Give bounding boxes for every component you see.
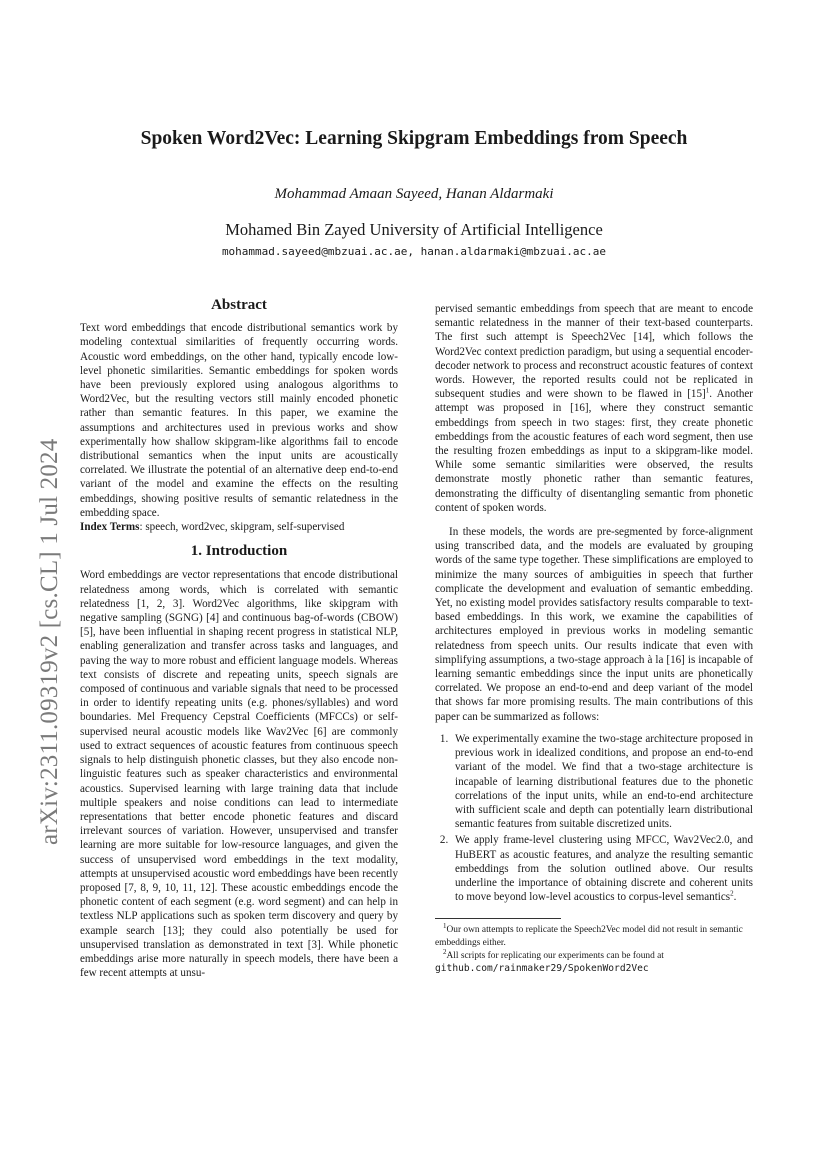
contribution-item-2-text: We apply frame-level clustering using MFCC, Wav2Vec2.0, and HuBERT as acoustic features, and analyze the resulting semantic embeddings from the solution outlined above. Our results underline the importance of obtaining discrete and coherent units to move beyond low-level acoustics to corpus-level semantics bbox=[455, 834, 753, 904]
footnote-2-text: All scripts for replicating our experiments can be found at bbox=[446, 951, 664, 962]
footnote-2-mark: 2 bbox=[730, 889, 734, 898]
footnote-2-number: 2 bbox=[443, 948, 447, 957]
footnote-rule bbox=[435, 918, 561, 919]
contribution-item-1: 1. We experimentally examine the two-stage architecture proposed in previous work in idealized conditions, and propose an end-to-end variant of the model. We find that a two-stage architecture is incapable of learning distributional features due to the phonetic correlations of the input units, while an end-to-end architecture with sufficient scale and depth can potentially learn distributional semantic features from suitable discretized units. bbox=[451, 732, 753, 831]
intro-paragraph-2: In these models, the words are pre-segmented by force-alignment using transcribed data, and the models are evaluated by grouping words of the same type together. These simplifications are employed to minimize the many sources of ambiguities in speech that further complicate the development and evaluation of semantic embedding. Yet, no existing model provides satisfactory results comparable to text-based embeddings. In this work, we examine the capabilities of architectures employed in previous works in modeling semantic relatedness from speech units. Our results indicate that even with simplifying assumptions, a two-stage approach à la [16] is incapable of learning semantic embeddings since the input units are phonetically correlated. We propose an end-to-end and deep variant of the model that shows far more promising results. The main contributions of this paper can be summarized as follows: bbox=[435, 526, 753, 723]
intro-paragraph-1-continued-a: pervised semantic embeddings from speech that are meant to encode semantic relatedness in the manner of their text-based counterparts. The first such attempt is Speech2Vec [14], which follows the Word2Vec context prediction paradigm, but using a sequential encoder-decoder network to process and reconstruct acoustic features of context words. However, the reported results could not be replicated in subsequent studies and were shown to be flawed in [15] bbox=[435, 303, 753, 401]
intro-paragraph-1: Word embeddings are vector representations that encode distributional relatedness among words, which is correlated with semantic relatedness [1, 2, 3]. Word2Vec algorithms, like skipgram with negative sampling (SGNG) [4] and continuous bag-of-words (CBOW) [5], have been influential in shaping recent progress in statistical NLP, enabling generalization and transfer across tasks and languages, and paving the way to more robust and efficient language models. Whereas text consists of discrete and repeating units, speech signals are composed of continuous and variable signals that need to be processed in order to identify repeating units (e.g. phones/syllables) and word boundaries. Mel Frequency Cepstral Coefficients (MFCCs) or self-supervised neural acoustic models like Wav2Vec [6] are commonly used to extract sequences of acoustic features from continuous speech signals to help distinguish phonetic classes, but they also encode non-linguistic features such as speaker characteristics and environmental acoustics. Supervised learning with large training data that include multiple speakers and noise conditions can lead to intermediate representations that better encode phonetic features and discard irrelevant sources of variation. However, unsupervised and transfer learning are more suitable for low-resource languages, and given the success of unsupervised word embeddings in the text modality, attempts at unsupervised acoustic word embeddings have been recently proposed [7, 8, 9, 10, 11, 12]. These acoustic embeddings encode the phonetic content of each segment (e.g. word segment) and can help in textless NLP applications such as spoken term discovery and query by example search [13]; they could also potentially be used for unsupervised translation as demonstrated in text [3]. While phonetic embeddings arise more naturally in speech models, there have been a few recent attempts at unsu- bbox=[80, 569, 398, 980]
footnote-1-mark: 1 bbox=[705, 386, 710, 395]
abstract-heading: Abstract bbox=[211, 297, 267, 313]
author-list: Mohammad Amaan Sayeed, Hanan Aldarmaki bbox=[274, 186, 554, 202]
intro-paragraph-1-continued bbox=[435, 302, 753, 515]
index-terms-label: Index Terms bbox=[80, 521, 140, 534]
footnotes bbox=[435, 924, 753, 975]
contribution-item-2 bbox=[451, 833, 753, 904]
footnote-2 bbox=[435, 950, 753, 975]
arxiv-identifier: arXiv:2311.09319v2 [cs.CL] 1 Jul 2024 bbox=[36, 438, 63, 845]
repository-link[interactable]: github.com/rainmaker29/SpokenWord2Vec bbox=[435, 962, 649, 974]
left-column bbox=[80, 298, 398, 980]
intro-paragraph-1-continued-b: . Another attempt was proposed in [16], where they construct semantic embeddings from speech in two stages: first, they create phonetic embeddings from the acoustic features of each word segment, then use the resulting frozen embeddings as input to a skipgram-like model. While some semantic similarities were observed, the results demonstrate mostly phonetic rather than semantic features, demonstrating the difficulty of disentangling semantic from phonetic content of spoken words. bbox=[435, 388, 753, 514]
contributions-list bbox=[435, 732, 753, 904]
right-column bbox=[435, 302, 753, 976]
abstract-text: Text word embeddings that encode distributional semantics work by modeling contextual similarities of frequently occurring words. Acoustic word embeddings, on the other hand, typically encode low-level phonetic similarities. Semantic embeddings for spoken words have been previously explored using analogous algorithms to Word2Vec, but the resulting vectors still mainly encoded phonetic rather than semantic features. In this paper, we examine the assumptions and architectures used in previous works and show experimentally how shallow skipgram-like algorithms fail to encode distributional semantics when the input units are acoustically correlated. We illustrate the potential of an alternative deep end-to-end variant of the model and examine the effects on the resulting embeddings, showing positive results of semantic relatedness in the embedding space. bbox=[80, 322, 398, 519]
contribution-item-2-end: . bbox=[733, 891, 737, 904]
introduction-heading: 1. Introduction bbox=[190, 543, 288, 560]
paper-title: Spoken Word2Vec: Learning Skipgram Embeddings from Speech bbox=[140, 128, 688, 149]
footnote-1 bbox=[435, 924, 753, 949]
index-terms-list: : speech, word2vec, skipgram, self-supervised bbox=[139, 521, 345, 534]
footnote-1-number: 1 bbox=[443, 922, 447, 931]
paragraph-gap bbox=[435, 515, 753, 525]
index-terms bbox=[80, 520, 398, 534]
footnote-1-text: Our own attempts to replicate the Speech2Vec model did not result in semantic embeddings either. bbox=[435, 925, 743, 948]
author-emails: mohammad.sayeed@mbzuai.ac.ae, hanan.aldarmaki@mbzuai.ac.ae bbox=[221, 245, 607, 258]
affiliation: Mohamed Bin Zayed University of Artificial Intelligence bbox=[225, 220, 603, 239]
